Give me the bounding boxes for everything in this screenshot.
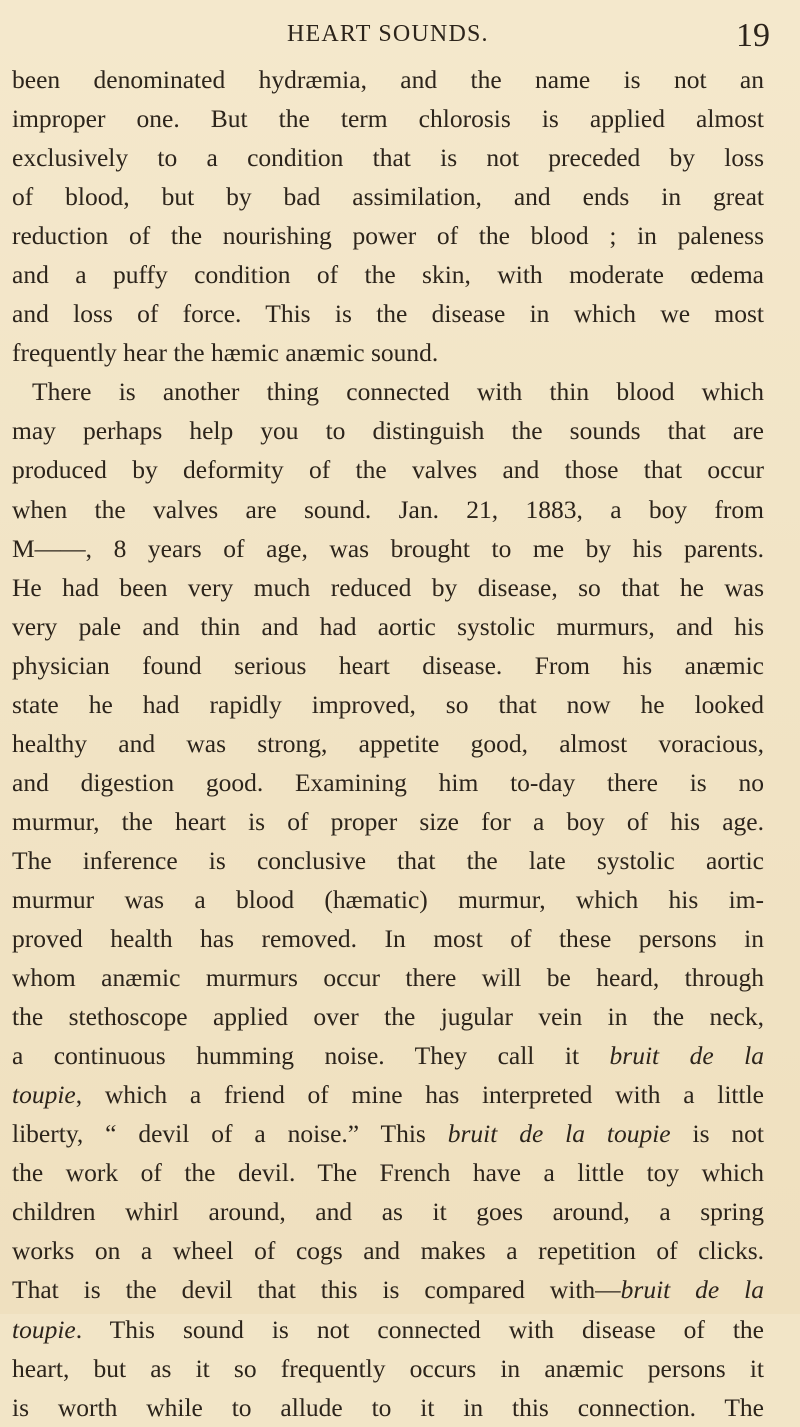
text-line: frequently hear the hæmic anæmic sound.: [12, 338, 439, 368]
text-line: toupie. This sound is not connected with disease of the: [12, 1314, 764, 1344]
text-line: murmur, the heart is of proper size for a boy of his age.: [12, 806, 764, 836]
text-line: exclusively to a condition that is not preceded by loss: [12, 143, 764, 173]
text-line: state he had rapidly improved, so that now he looked: [12, 689, 764, 719]
text-line: improper one. But the term chlorosis is applied almost: [12, 104, 764, 134]
italic-phrase: bruit de la: [447, 1119, 585, 1149]
text-line: murmur was a blood (hæmatic) murmur, which his im-: [12, 884, 764, 914]
text-line: may perhaps help you to distinguish the sounds that are: [12, 416, 764, 446]
text-line: heart, but as it so frequently occurs in anæmic persons it: [12, 1353, 764, 1383]
text-line: physician found serious heart disease. From his anæmic: [12, 650, 764, 680]
text-line: and digestion good. Examining him to-day there is no: [12, 767, 764, 797]
text-line: M——, 8 years of age, was brought to me by his parents.: [12, 533, 764, 563]
italic-phrase: toupie: [12, 1314, 76, 1344]
text-line: been denominated hydræmia, and the name is not an: [12, 65, 764, 94]
text-line: He had been very much reduced by disease, so that he was: [12, 572, 764, 602]
running-title: HEART SOUNDS.: [287, 21, 489, 47]
text-line: works on a wheel of cogs and makes a repetition of clicks.: [12, 1236, 764, 1266]
text-line: the work of the devil. The French have a little toy which: [12, 1158, 764, 1188]
text-line: whom anæmic murmurs occur there will be heard, through: [12, 963, 764, 993]
page-number: 19: [736, 17, 770, 54]
text-line: is worth while to allude to it in this connection. The: [12, 1392, 764, 1422]
italic-phrase: bruit de la: [620, 1275, 764, 1305]
italic-phrase: bruit de la: [609, 1041, 764, 1071]
text-line: when the valves are sound. Jan. 21, 1883, a boy from: [12, 494, 764, 524]
text-line: There is another thing connected with thin blood which: [32, 377, 764, 407]
text-line: children whirl around, and as it goes around, a spring: [12, 1197, 764, 1227]
text-line: liberty, “ devil of a noise.” This bruit de la toupie is not: [12, 1119, 764, 1149]
text-line: That is the devil that this is compared with—bruit de la: [12, 1275, 764, 1305]
text-line: healthy and was strong, appetite good, almost voracious,: [12, 728, 764, 758]
text-line: toupie, which a friend of mine has interpreted with a little: [12, 1080, 764, 1110]
text-line: produced by deformity of the valves and those that occur: [12, 455, 764, 485]
italic-phrase: toupie: [12, 1080, 76, 1110]
italic-phrase: toupie: [606, 1119, 671, 1149]
text-line: reduction of the nourishing power of the blood ; in paleness: [12, 221, 764, 251]
page-header: [0, 14, 800, 54]
text-line: and loss of force. This is the disease in which we most: [12, 299, 764, 329]
text-line: very pale and thin and had aortic systolic murmurs, and his: [12, 611, 764, 641]
text-line: The inference is conclusive that the late systolic aortic: [12, 845, 764, 875]
text-line: the stethoscope applied over the jugular vein in the neck,: [12, 1002, 764, 1032]
text-line: a continuous humming noise. They call it bruit de la: [12, 1041, 764, 1071]
text-line: and a puffy condition of the skin, with moderate œdema: [12, 260, 764, 290]
text-line: of blood, but by bad assimilation, and ends in great: [12, 182, 764, 212]
text-line: proved health has removed. In most of these persons in: [12, 924, 764, 954]
body-text: [12, 60, 764, 1427]
